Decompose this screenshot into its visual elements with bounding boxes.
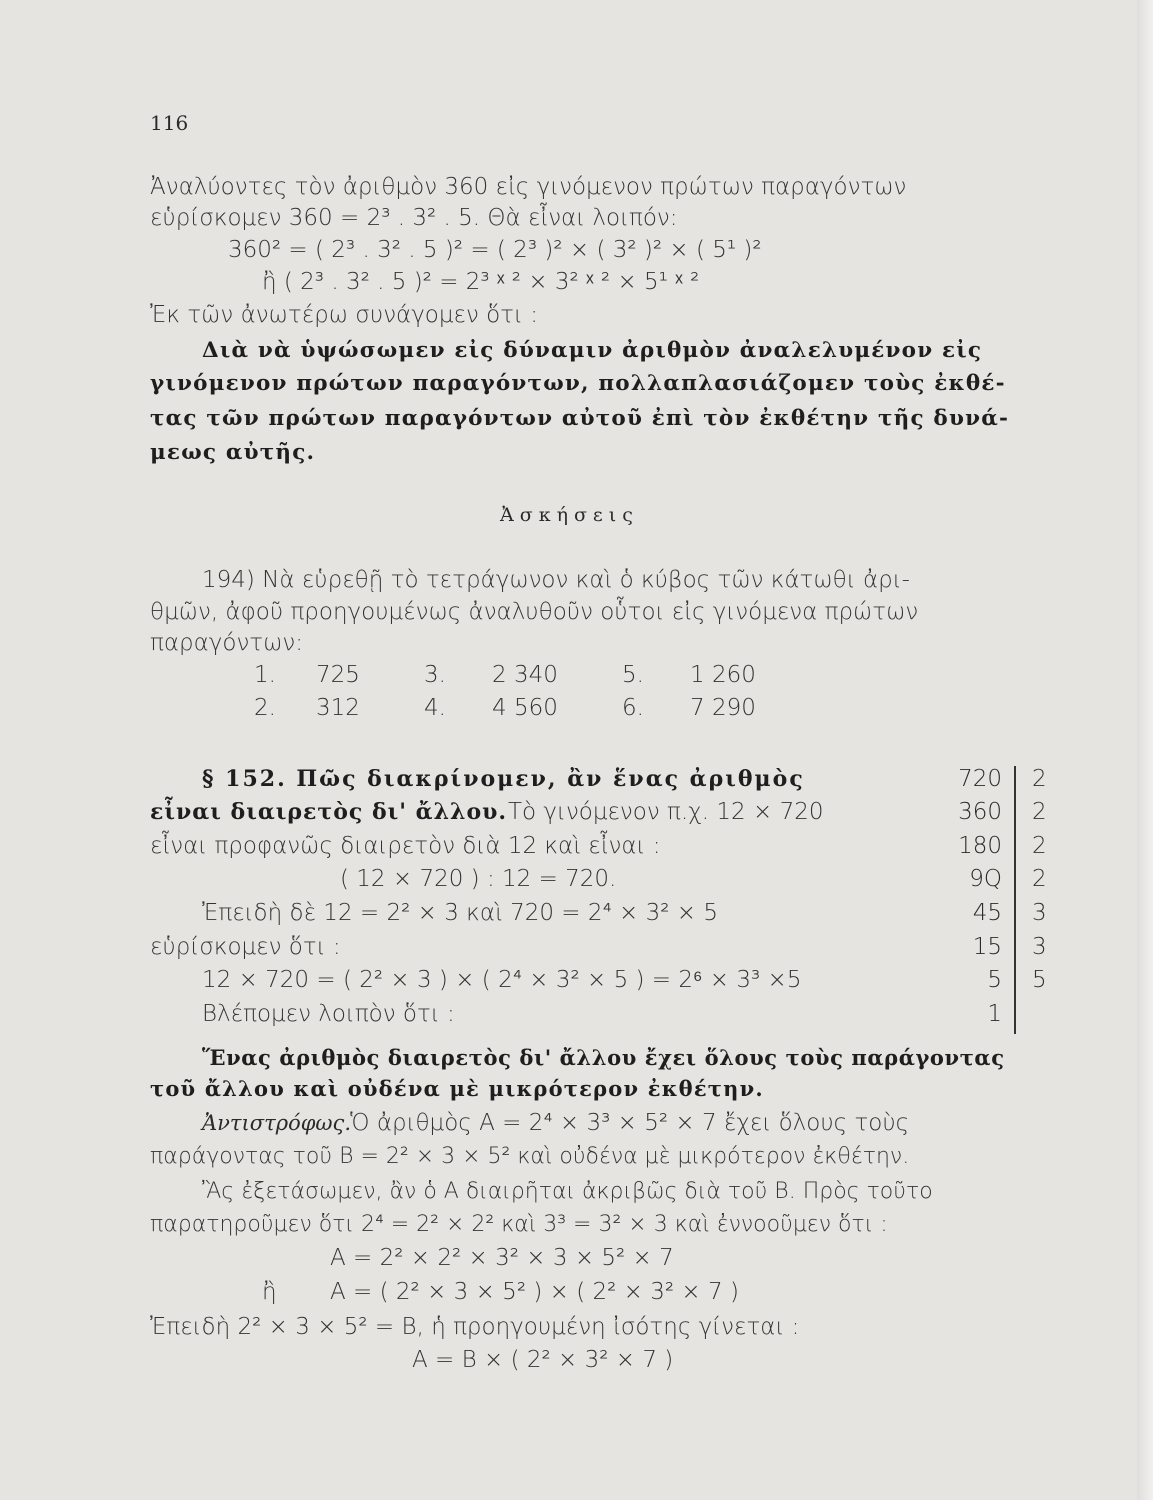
- exercise-item-index: 1.: [254, 662, 276, 688]
- conversely-equation-2: Α = ( 2² × 3 × 5² ) × ( 2² × 3² × 7 ): [330, 1279, 739, 1305]
- factorization-divider: [1014, 766, 1016, 1034]
- exercise-item-value: 1 260: [690, 662, 756, 688]
- conversely-line-1: Ὁ ἀριθμὸς Α = 2⁴ × 3³ × 5² × 7 ἔχει ὅλους τοὺς: [350, 1110, 910, 1136]
- intro-equation-1: 360² = ( 2³ . 3² . 5 )² = ( 2³ )² × ( 3² )² × ( 5¹ )²: [228, 237, 762, 263]
- exercise-item-value: 725: [316, 662, 360, 688]
- factor-prime: 2: [1032, 866, 1047, 892]
- page-number: 116: [150, 111, 189, 135]
- factor-dividend: 5: [987, 967, 1002, 993]
- conversely-label: Ἀντιστρόφως.: [202, 1111, 351, 1135]
- factor-prime: 2: [1032, 766, 1047, 792]
- exercise-item-index: 4.: [424, 695, 446, 721]
- factor-dividend: 180: [958, 833, 1002, 859]
- section-152-line-8: Βλέπομεν λοιπὸν ὅτι :: [202, 1001, 455, 1027]
- intro-equation-2: ἢ ( 2³ . 3² . 5 )² = 2³ ˣ ² × 3² ˣ ² × 5¹ ˣ ²: [262, 269, 700, 295]
- section-152-heading: § 152. Πῶς διακρίνομεν, ἂν ἕνας ἀριθμὸς: [202, 766, 805, 792]
- factor-prime: 3: [1032, 934, 1047, 960]
- exercise-item-value: 2 340: [492, 662, 558, 688]
- exercise-item-value: 4 560: [492, 695, 558, 721]
- factor-dividend: 360: [958, 799, 1002, 825]
- exercises-title: Ἀσκήσεις: [500, 504, 639, 526]
- section-152-equation-2: 12 × 720 = ( 2² × 3 ) × ( 2⁴ × 3² × 5 ) = 2⁶ × 3³ ×5: [202, 967, 802, 993]
- exercise-item-index: 5.: [622, 662, 644, 688]
- factor-dividend: 720: [958, 766, 1002, 792]
- factor-prime: 2: [1032, 833, 1047, 859]
- factor-dividend: 1: [987, 1001, 1002, 1027]
- rule-1-line-3: τας τῶν πρώτων παραγόντων αὐτοῦ ἐπὶ τὸν ἐκθέτην τῆς δυνά-: [150, 406, 1010, 431]
- factor-dividend: 15: [972, 934, 1002, 960]
- conversely-line-4: παρατηροῦμεν ὅτι 2⁴ = 2² × 2² καὶ 3³ = 3² × 3 καὶ ἐννοοῦμεν ὅτι :: [150, 1212, 888, 1237]
- rule-1-line-2: γινόμενον πρώτων παραγόντων, πολλαπλασιάζομεν τοὺς ἐκθέ-: [150, 371, 1006, 396]
- rule-1-line-1: Διὰ νὰ ὑψώσωμεν εἰς δύναμιν ἀριθμὸν ἀναλελυμένον εἰς: [202, 338, 983, 363]
- conversely-line-3: Ἂς ἐξετάσωμεν, ἂν ὁ Α διαιρῆται ἀκριβῶς διὰ τοῦ Β. Πρὸς τοῦτο: [202, 1179, 933, 1204]
- exercise-194-line-1: 194) Νὰ εὑρεθῇ τὸ τετράγωνον καὶ ὁ κύβος τῶν κάτωθι ἀρι-: [202, 567, 910, 593]
- factor-prime: 5: [1032, 967, 1047, 993]
- conversely-equation-3: Α = Β × ( 2² × 3² × 7 ): [412, 1347, 674, 1373]
- conversely-or: ἢ: [262, 1279, 277, 1305]
- exercise-item-value: 7 290: [690, 695, 756, 721]
- intro-line-2: εὑρίσκομεν 360 = 2³ . 3² . 5. Θὰ εἶναι λοιπόν:: [150, 205, 678, 231]
- page-edge: [1137, 0, 1153, 1500]
- factor-dividend: 9Q: [969, 866, 1002, 892]
- section-152-heading-2: εἶναι διαιρετὸς δι' ἄλλου.: [150, 799, 508, 825]
- rule-2-line-1: Ἕνας ἀριθμὸς διαιρετὸς δι' ἄλλου ἔχει ὅλους τοὺς παράγοντας: [202, 1045, 1005, 1070]
- intro-line-1: Ἀναλύοντες τὸν ἀριθμὸν 360 εἰς γινόμενον πρώτων παραγόντων: [150, 174, 907, 200]
- section-152-line-5: Ἐπειδὴ δὲ 12 = 2² × 3 καὶ 720 = 2⁴ × 3² × 5: [202, 900, 718, 926]
- section-152-equation: ( 12 × 720 ) : 12 = 720.: [340, 866, 617, 892]
- conversely-line-2: παράγοντας τοῦ Β = 2² × 3 × 5² καὶ οὐδένα μὲ μικρότερον ἐκθέτην.: [150, 1144, 910, 1169]
- exercise-194-line-3: παραγόντων:: [150, 630, 304, 656]
- section-152-line-6: εὑρίσκομεν ὅτι :: [150, 934, 341, 960]
- factor-prime: 2: [1032, 799, 1047, 825]
- section-152-line-3: εἶναι προφανῶς διαιρετὸν διὰ 12 καὶ εἶναι :: [150, 833, 661, 859]
- exercise-item-index: 2.: [254, 695, 276, 721]
- exercise-item-index: 3.: [424, 662, 446, 688]
- section-152-text-2: Τὸ γινόμενον π.χ. 12 × 720: [508, 799, 824, 825]
- conversely-equation-1: Α = 2² × 2² × 3² × 3 × 5² × 7: [330, 1245, 674, 1271]
- intro-line-3: Ἐκ τῶν ἀνωτέρω συνάγομεν ὅτι :: [150, 302, 538, 328]
- exercise-item-index: 6.: [622, 695, 644, 721]
- exercise-item-value: 312: [316, 695, 360, 721]
- factor-prime: 3: [1032, 900, 1047, 926]
- conversely-line-5: Ἐπειδὴ 2² × 3 × 5² = Β, ἡ προηγουμένη ἰσότης γίνεται :: [150, 1314, 800, 1340]
- exercise-194-line-2: θμῶν, ἀφοῦ προηγουμένως ἀναλυθοῦν οὗτοι εἰς γινόμενα πρώτων: [150, 599, 919, 625]
- rule-2-line-2: τοῦ ἄλλου καὶ οὐδένα μὲ μικρότερον ἐκθέτην.: [150, 1076, 764, 1101]
- rule-1-line-4: μεως αὐτῆς.: [150, 440, 316, 465]
- factor-dividend: 45: [972, 900, 1002, 926]
